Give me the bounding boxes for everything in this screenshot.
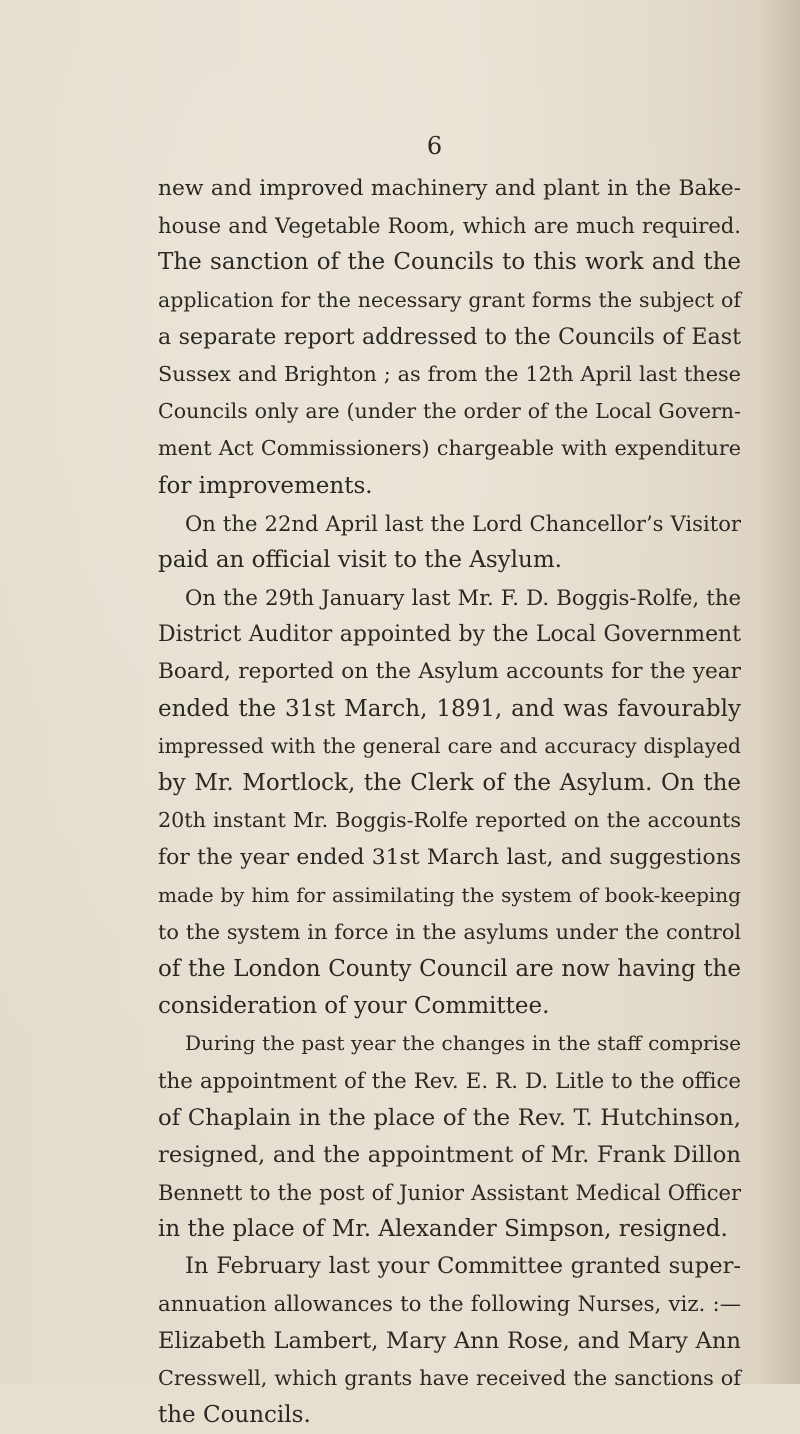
text-line: new and improved machinery and plant in the Bake- [158, 176, 741, 201]
text-line: paid an official visit to the Asylum. [158, 546, 562, 573]
page-edge-shadow [760, 0, 800, 1384]
text-line: The sanction of the Councils to this work and the [158, 249, 741, 276]
text-line: Cresswell, which grants have received the sanctions of [158, 1366, 741, 1390]
text-line: Board, reported on the Asylum accounts for the year [158, 659, 741, 685]
text-line: On the 22nd April last the Lord Chancellor’s Visitor [185, 510, 741, 536]
text-line: a separate report addressed to the Councils of East [158, 323, 741, 350]
text-line: resigned, and the appointment of Mr. Frank Dillon [158, 1141, 741, 1168]
text-line: the Councils. [158, 1402, 311, 1429]
text-line: of the London County Council are now having the [158, 955, 741, 982]
text-line: Bennett to the post of Junior Assistant Medical Officer [158, 1180, 741, 1206]
text-line: application for the necessary grant forms the subject of [158, 287, 741, 312]
text-line: house and Vegetable Room, which are much required. [158, 213, 741, 239]
page-number: 6 [426, 132, 444, 160]
text-line: by Mr. Mortlock, the Clerk of the Asylum. On the [158, 770, 741, 796]
text-line: made by him for assimilating the system of book-keeping [158, 882, 741, 907]
text-line: During the past year the changes in the staff comprise [185, 1031, 741, 1056]
body-text [158, 170, 741, 1434]
text-line: 20th instant Mr. Boggis-Rolfe reported on the accounts [158, 808, 741, 833]
text-line: to the system in force in the asylums under the control [158, 919, 741, 944]
text-line: consideration of your Committee. [158, 993, 550, 1020]
text-line: of Chaplain in the place of the Rev. T. Hutchinson, [158, 1104, 741, 1131]
text-line: for the year ended 31st March last, and suggestions [158, 845, 741, 871]
text-line: District Auditor appointed by the Local Government [158, 622, 741, 648]
text-line: the appointment of the Rev. E. R. D. Litle to the office [158, 1068, 741, 1094]
text-line: ended the 31st March, 1891, and was favourably [158, 695, 741, 722]
text-line: for improvements. [158, 472, 373, 499]
text-line: In February last your Committee granted super- [185, 1253, 741, 1280]
text-line: annuation allowances to the following Nurses, viz. :— [158, 1291, 741, 1317]
text-line: Elizabeth Lambert, Mary Ann Rose, and Mary Ann [158, 1327, 741, 1354]
text-line: Councils only are (under the order of the Local Govern- [158, 399, 741, 424]
text-line: impressed with the general care and accuracy displayed [158, 733, 741, 758]
text-line: in the place of Mr. Alexander Simpson, resigned. [158, 1216, 728, 1243]
text-line: ment Act Commissioners) chargeable with expenditure [158, 436, 741, 461]
text-line: Sussex and Brighton ; as from the 12th April last these [158, 361, 741, 386]
text-line: On the 29th January last Mr. F. D. Boggis-Rolfe, the [185, 585, 741, 611]
